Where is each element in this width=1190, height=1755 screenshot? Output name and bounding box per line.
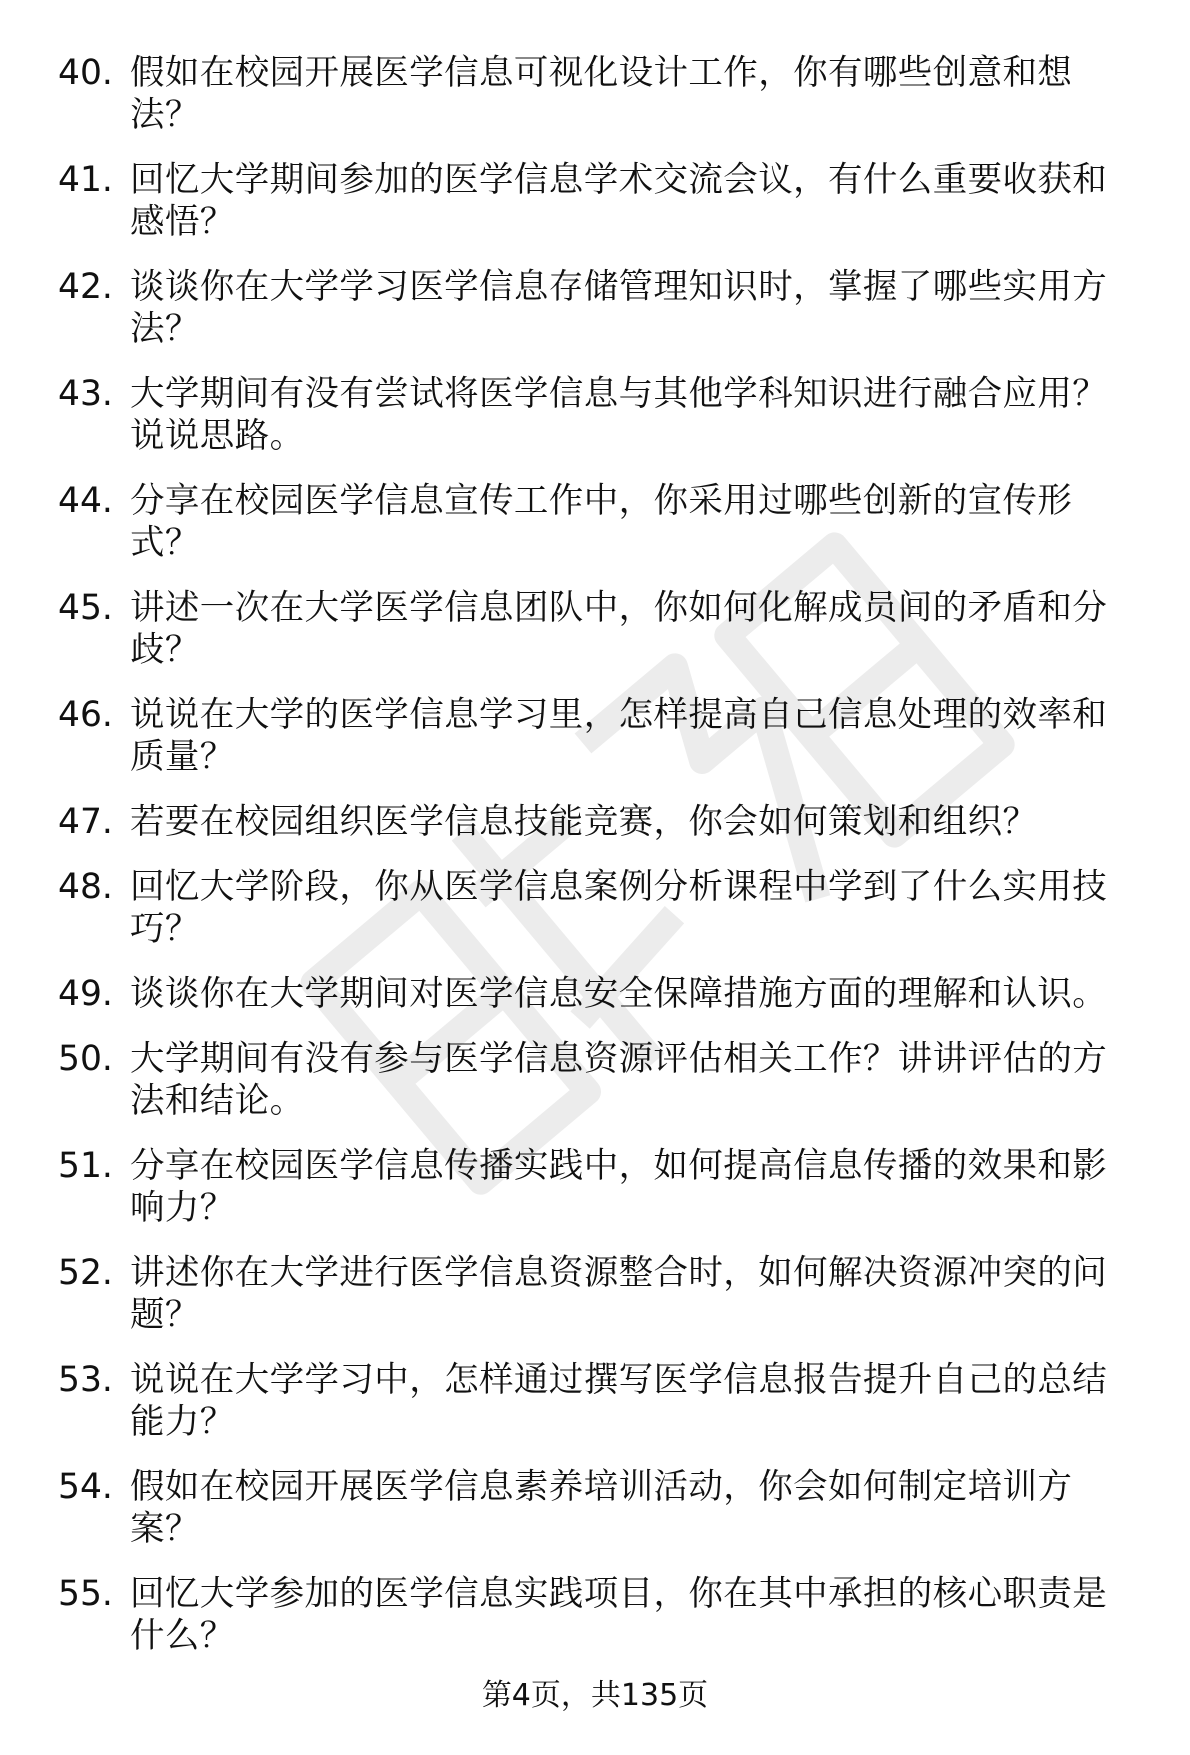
question-number: 43. — [58, 374, 113, 414]
list-item — [58, 694, 1158, 778]
list-item — [58, 480, 1158, 564]
question-number: 50. — [58, 1039, 113, 1079]
question-number: 42. — [58, 267, 113, 307]
question-number: 45. — [58, 588, 113, 628]
list-item — [58, 1466, 1158, 1550]
question-text: 假如在校园开展医学信息可视化设计工作，你有哪些创意和想法？ — [130, 53, 1073, 135]
question-number: 52. — [58, 1253, 113, 1293]
question-text: 说说在大学的医学信息学习里，怎样提高自己信息处理的效率和质量？ — [130, 695, 1108, 777]
list-item — [58, 1038, 1158, 1122]
question-number: 51. — [58, 1146, 113, 1186]
list-item — [58, 1145, 1158, 1229]
question-number: 40. — [58, 53, 113, 93]
question-text: 假如在校园开展医学信息素养培训活动，你会如何制定培训方案？ — [130, 1467, 1073, 1549]
list-item — [58, 159, 1158, 243]
list-item — [58, 587, 1158, 671]
list-item — [58, 266, 1158, 350]
question-text: 回忆大学阶段，你从医学信息案例分析课程中学到了什么实用技巧？ — [130, 867, 1108, 949]
question-text: 回忆大学参加的医学信息实践项目，你在其中承担的核心职责是什么？ — [130, 1574, 1108, 1656]
question-number: 46. — [58, 695, 113, 735]
list-item — [58, 1252, 1158, 1336]
question-text: 大学期间有没有参与医学信息资源评估相关工作？讲讲评估的方法和结论。 — [130, 1039, 1108, 1121]
list-item — [58, 1359, 1158, 1443]
question-text: 谈谈你在大学学习医学信息存储管理知识时，掌握了哪些实用方法？ — [130, 267, 1108, 349]
question-list — [58, 52, 1158, 1680]
question-number: 44. — [58, 481, 113, 521]
list-item — [58, 801, 1158, 843]
question-number: 54. — [58, 1467, 113, 1507]
list-item — [58, 52, 1158, 136]
question-text: 讲述你在大学进行医学信息资源整合时，如何解决资源冲突的问题？ — [130, 1253, 1108, 1335]
question-number: 55. — [58, 1574, 113, 1614]
question-number: 41. — [58, 160, 113, 200]
question-text: 谈谈你在大学期间对医学信息安全保障措施方面的理解和认识。 — [130, 974, 1108, 1014]
question-text: 分享在校园医学信息传播实践中，如何提高信息传播的效果和影响力？ — [130, 1146, 1108, 1228]
question-text: 回忆大学期间参加的医学信息学术交流会议，有什么重要收获和感悟？ — [130, 160, 1108, 242]
question-text: 说说在大学学习中，怎样通过撰写医学信息报告提升自己的总结能力？ — [130, 1360, 1108, 1442]
question-number: 53. — [58, 1360, 113, 1400]
list-item — [58, 866, 1158, 950]
question-text: 分享在校园医学信息宣传工作中，你采用过哪些创新的宣传形式？ — [130, 481, 1073, 563]
question-number: 48. — [58, 867, 113, 907]
question-number: 49. — [58, 974, 113, 1014]
question-text: 若要在校园组织医学信息技能竞赛，你会如何策划和组织？ — [130, 802, 1038, 842]
list-item — [58, 1573, 1158, 1657]
question-number: 47. — [58, 802, 113, 842]
question-text: 讲述一次在大学医学信息团队中，你如何化解成员间的矛盾和分歧？ — [130, 588, 1108, 670]
page-indicator: 第4页，共135页 — [481, 1678, 709, 1713]
question-text: 大学期间有没有尝试将医学信息与其他学科知识进行融合应用？说说思路。 — [130, 374, 1108, 456]
list-item — [58, 373, 1158, 457]
list-item — [58, 973, 1158, 1015]
